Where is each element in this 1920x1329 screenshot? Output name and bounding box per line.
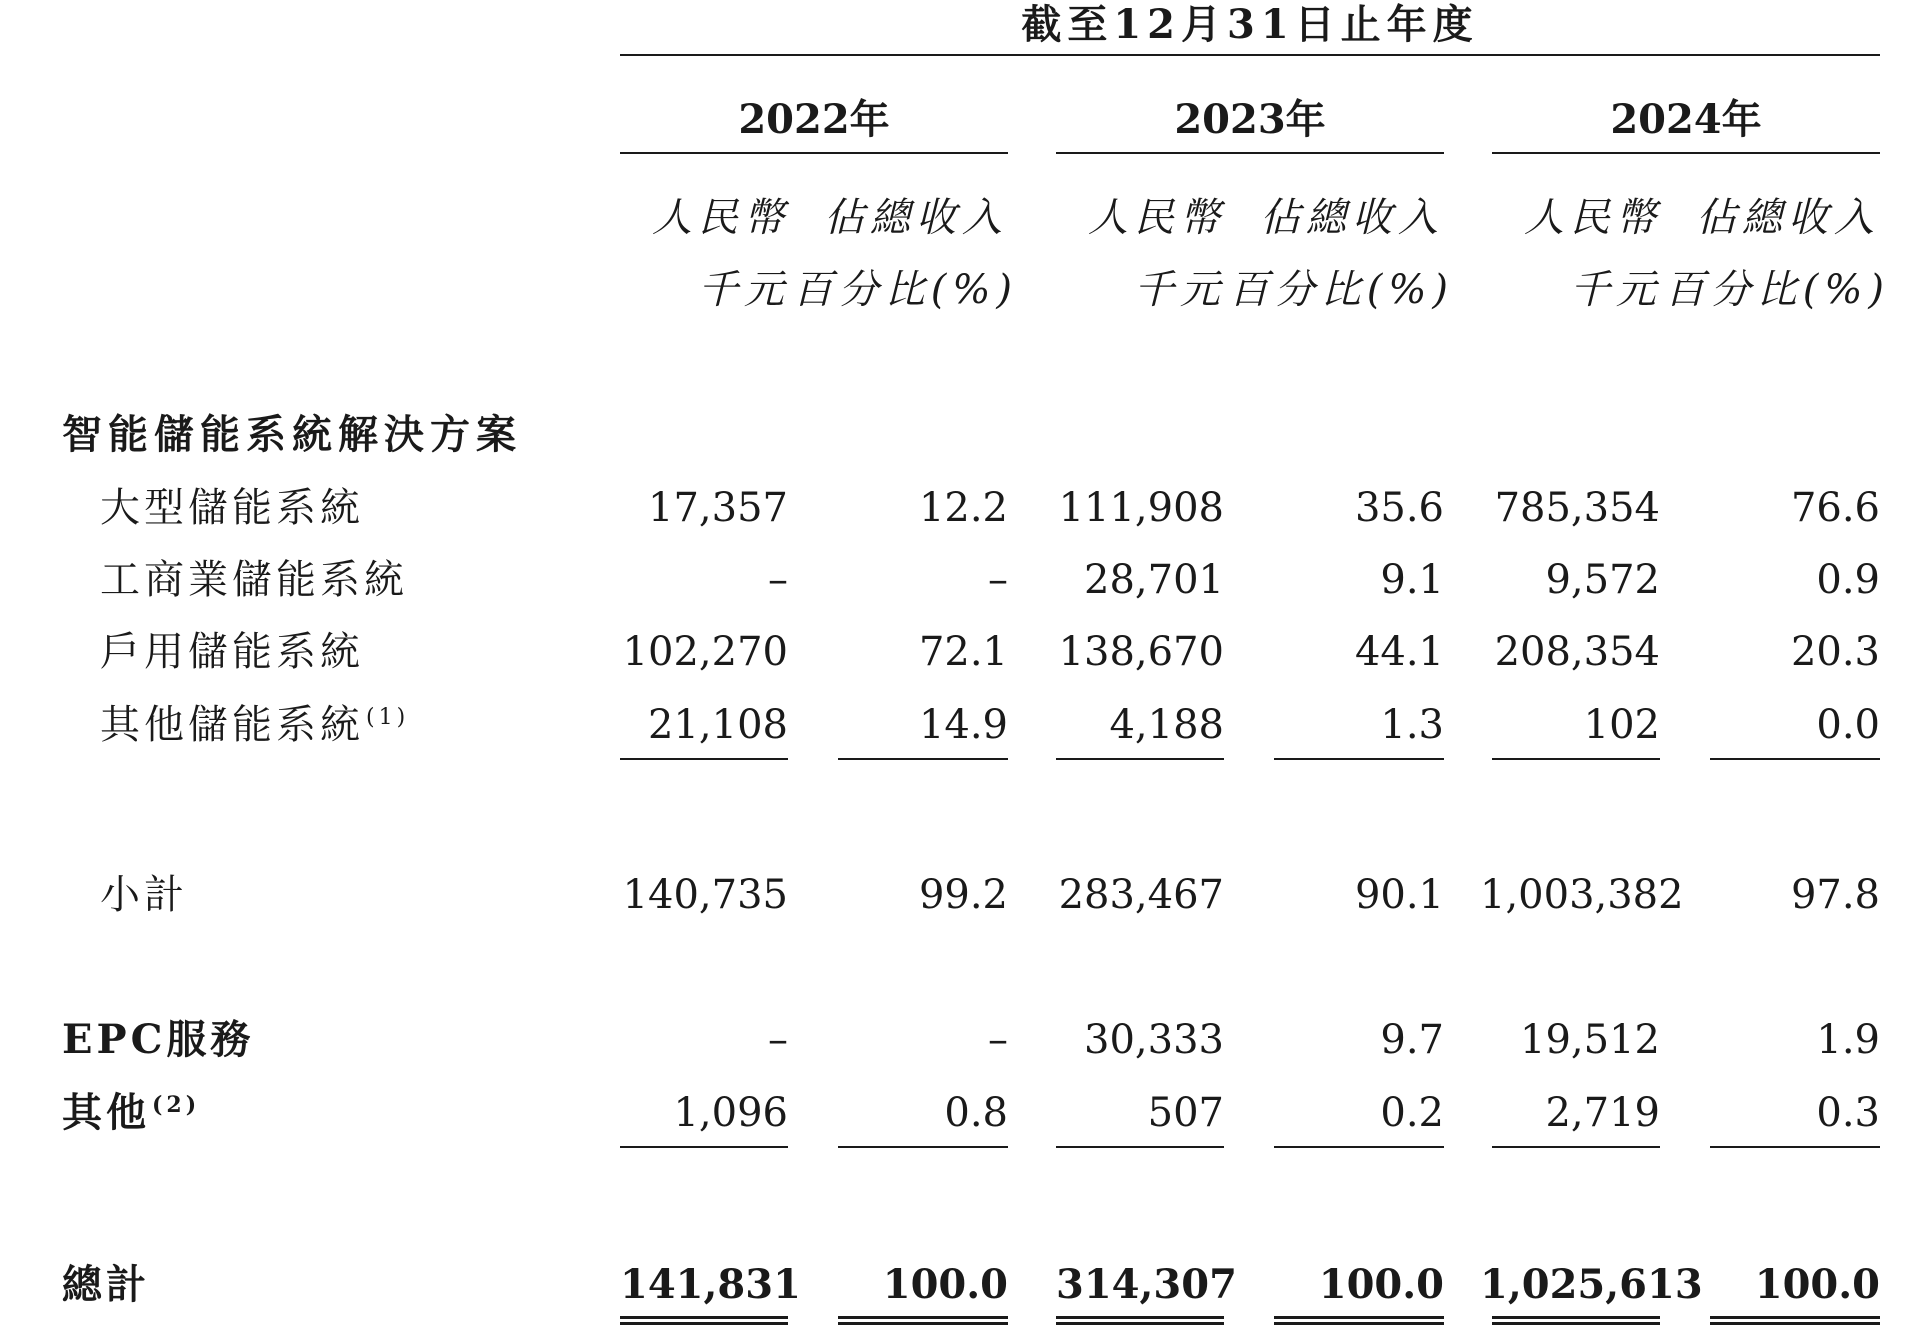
- table-cell: 28,701: [1084, 557, 1224, 603]
- double-underline: [1274, 1316, 1444, 1325]
- table-cell: –: [988, 557, 1008, 603]
- col-amount-unit-2023: 千元: [1134, 267, 1226, 313]
- table-cell: 35.6: [1354, 485, 1444, 531]
- row-label-epc: EPC服務: [62, 1016, 255, 1063]
- table-cell: 90.1: [1354, 872, 1444, 918]
- table-cell: –: [768, 557, 788, 603]
- row-label-text: 其他: [62, 1089, 150, 1136]
- footnote-marker: (1): [366, 704, 410, 730]
- col-amount-label-2024: 人民幣: [1524, 195, 1662, 241]
- table-cell: 21,108: [648, 702, 788, 748]
- table-cell: 30,333: [1084, 1017, 1224, 1063]
- total-rule: [1056, 1146, 1224, 1148]
- table-cell: 19,512: [1520, 1017, 1660, 1063]
- col-pct-unit-2024: 百分比(%): [1664, 267, 1890, 313]
- table-cell: 0.2: [1380, 1090, 1444, 1136]
- row-label-large-storage: 大型儲能系統: [100, 485, 364, 531]
- double-underline: [838, 1316, 1008, 1325]
- table-cell: 1,025,613: [1480, 1261, 1703, 1308]
- col-amount-unit-2024: 千元: [1570, 267, 1662, 313]
- table-cell: 72.1: [918, 629, 1008, 675]
- table-cell: 9,572: [1545, 557, 1660, 603]
- table-cell: 9.7: [1380, 1017, 1444, 1063]
- total-rule: [1492, 1146, 1660, 1148]
- year-rule-2024: [1492, 152, 1880, 154]
- subtotal-rule: [838, 758, 1008, 760]
- col-amount-unit-2022: 千元: [698, 267, 790, 313]
- table-cell: 100.0: [1318, 1261, 1444, 1308]
- col-pct-unit-2023: 百分比(%): [1228, 267, 1454, 313]
- row-label-other: [62, 1089, 201, 1136]
- table-cell: 0.9: [1816, 557, 1880, 603]
- row-label-other-storage: [100, 702, 410, 748]
- table-cell: 99.2: [918, 872, 1008, 918]
- total-label: 總計: [62, 1261, 150, 1308]
- table-cell: 12.2: [918, 485, 1008, 531]
- double-underline: [1710, 1316, 1880, 1325]
- table-cell: 208,354: [1494, 629, 1660, 675]
- table-cell: 0.8: [944, 1090, 1008, 1136]
- section-title: 智能儲能系統解決方案: [62, 411, 522, 458]
- year-rule-2023: [1056, 152, 1444, 154]
- table-cell: 140,735: [622, 872, 788, 918]
- table-cell: 102: [1583, 702, 1660, 748]
- table-cell: 97.8: [1790, 872, 1880, 918]
- subtotal-rule: [1492, 758, 1660, 760]
- total-rule: [838, 1146, 1008, 1148]
- col-pct-label-2022: 佔總收入: [824, 195, 1008, 241]
- table-cell: 314,307: [1056, 1261, 1237, 1308]
- table-cell: 2,719: [1545, 1090, 1660, 1136]
- period-header: 截至12月31日止年度: [1021, 1, 1479, 48]
- table-cell: 1,003,382: [1480, 872, 1684, 918]
- year-2024: 2024年: [1610, 96, 1762, 143]
- table-cell: 102,270: [622, 629, 788, 675]
- table-cell: –: [768, 1017, 788, 1063]
- table-cell: 141,831: [620, 1261, 801, 1308]
- total-rule: [1710, 1146, 1880, 1148]
- col-amount-label-2022: 人民幣: [652, 195, 790, 241]
- header-rule: [620, 54, 1880, 56]
- table-cell: –: [988, 1017, 1008, 1063]
- table-cell: 0.3: [1816, 1090, 1880, 1136]
- year-rule-2022: [620, 152, 1008, 154]
- row-label-text: 其他儲能系統: [100, 702, 364, 748]
- double-underline: [1056, 1316, 1224, 1325]
- table-cell: 111,908: [1058, 485, 1224, 531]
- col-amount-label-2023: 人民幣: [1088, 195, 1226, 241]
- table-cell: 100.0: [882, 1261, 1008, 1308]
- year-2023: 2023年: [1174, 96, 1326, 143]
- total-rule: [1274, 1146, 1444, 1148]
- subtotal-rule: [620, 758, 788, 760]
- table-cell: 0.0: [1816, 702, 1880, 748]
- table-cell: 1,096: [673, 1090, 788, 1136]
- table-cell: 138,670: [1058, 629, 1224, 675]
- table-cell: 785,354: [1494, 485, 1660, 531]
- double-underline: [1492, 1316, 1660, 1325]
- table-cell: 76.6: [1790, 485, 1880, 531]
- subtotal-label: 小計: [100, 872, 188, 918]
- table-cell: 4,188: [1109, 702, 1224, 748]
- subtotal-rule: [1710, 758, 1880, 760]
- table-cell: 1.3: [1380, 702, 1444, 748]
- row-label-household-storage: 戶用儲能系統: [100, 629, 364, 675]
- col-pct-label-2023: 佔總收入: [1260, 195, 1444, 241]
- col-pct-label-2024: 佔總收入: [1696, 195, 1880, 241]
- table-cell: 283,467: [1058, 872, 1224, 918]
- row-label-commercial-storage: 工商業儲能系統: [100, 557, 408, 603]
- table-cell: 1.9: [1816, 1017, 1880, 1063]
- table-cell: 14.9: [918, 702, 1008, 748]
- table-cell: 507: [1147, 1090, 1224, 1136]
- table-cell: 100.0: [1754, 1261, 1880, 1308]
- footnote-marker: (2): [152, 1091, 201, 1118]
- table-cell: 44.1: [1354, 629, 1444, 675]
- table-cell: 20.3: [1790, 629, 1880, 675]
- year-2022: 2022年: [738, 96, 890, 143]
- subtotal-rule: [1274, 758, 1444, 760]
- table-cell: 9.1: [1380, 557, 1444, 603]
- table-cell: 17,357: [648, 485, 788, 531]
- col-pct-unit-2022: 百分比(%): [792, 267, 1018, 313]
- total-rule: [620, 1146, 788, 1148]
- double-underline: [620, 1316, 788, 1325]
- subtotal-rule: [1056, 758, 1224, 760]
